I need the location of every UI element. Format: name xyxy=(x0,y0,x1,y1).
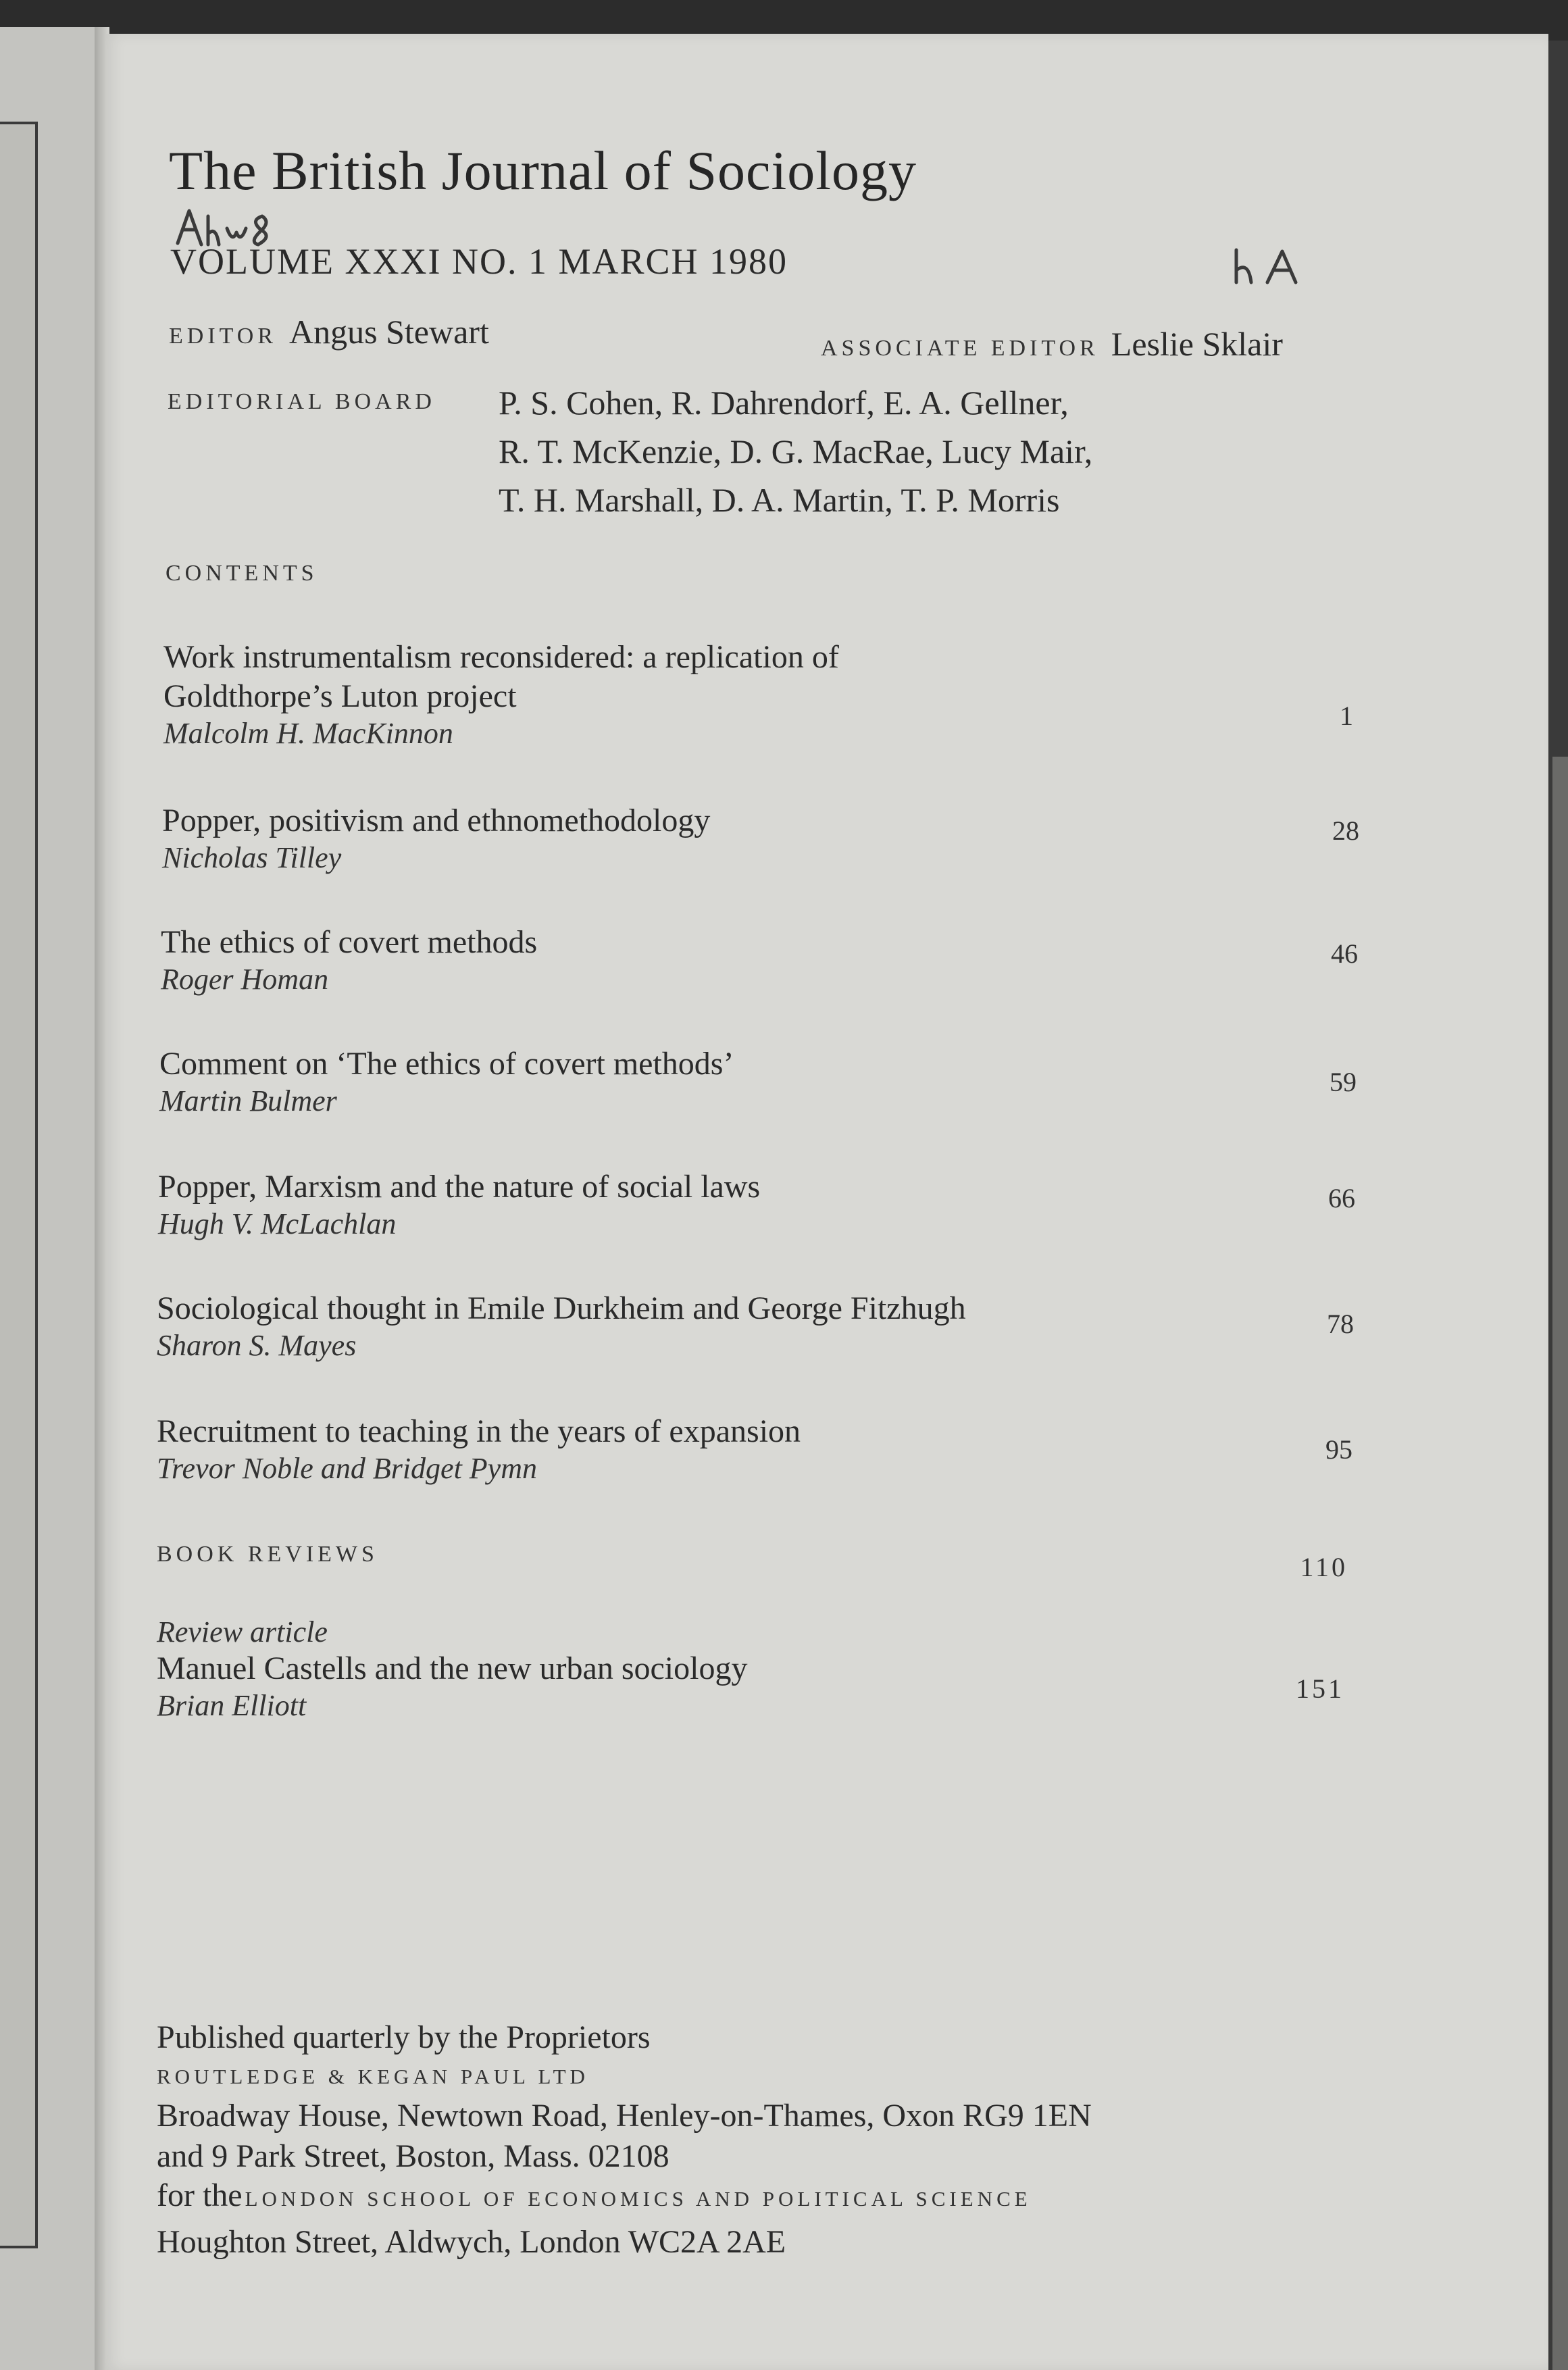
publisher-address: Houghton Street, Aldwych, London WC2A 2AE xyxy=(157,2224,786,2260)
associate-editor-row xyxy=(821,324,1283,363)
publisher-line: Published quarterly by the Proprietors xyxy=(157,2019,651,2055)
entry-author: Martin Bulmer xyxy=(159,1084,337,1117)
entry-page-number: 28 xyxy=(1332,815,1359,846)
contents-entry xyxy=(159,1044,734,1118)
board-line: P. S. Cohen, R. Dahrendorf, E. A. Gellner, xyxy=(499,384,1069,422)
editor-row xyxy=(169,312,489,351)
review-article-entry xyxy=(157,1615,747,1723)
review-article-kind: Review article xyxy=(157,1615,328,1648)
contents-label: CONTENTS xyxy=(166,561,318,586)
entry-page-number: 1 xyxy=(1340,701,1353,731)
publisher-name: ROUTLEDGE & KEGAN PAUL LTD xyxy=(157,2065,589,2088)
entry-author: Trevor Noble and Bridget Pymn xyxy=(157,1452,537,1485)
contents-entry xyxy=(161,923,537,997)
entry-title: Popper, Marxism and the nature of social laws xyxy=(158,1169,761,1205)
entry-page-number: 59 xyxy=(1330,1067,1357,1097)
volume-line: VOLUME XXXI NO. 1 MARCH 1980 xyxy=(170,241,788,282)
entry-title: The ethics of covert methods xyxy=(161,924,538,960)
contents-entry xyxy=(158,1167,760,1241)
handwritten-initials-icon xyxy=(1230,243,1311,294)
entry-title: Sociological thought in Emile Durkheim and George Fitzhugh xyxy=(157,1290,966,1326)
entry-title-continued: Goldthorpe’s Luton project xyxy=(163,678,517,714)
journal-title: The British Journal of Sociology xyxy=(169,140,917,201)
review-article-author: Brian Elliott xyxy=(157,1689,307,1722)
associate-editor-name: Leslie Sklair xyxy=(1111,325,1283,363)
photo-right-shadow xyxy=(1552,757,1568,2370)
editor-label: EDITOR xyxy=(169,324,278,349)
entry-title: Work instrumentalism reconsidered: a replication of xyxy=(163,639,839,675)
entry-author: Roger Homan xyxy=(161,963,329,996)
editor-name: Angus Stewart xyxy=(289,313,489,351)
book-reviews-page-number: 110 xyxy=(1300,1552,1348,1582)
entry-page-number: 78 xyxy=(1327,1309,1354,1339)
entry-title: Popper, positivism and ethnomethodology xyxy=(162,803,711,838)
review-article-title: Manuel Castells and the new urban sociology xyxy=(157,1650,748,1686)
publisher-address: Broadway House, Newtown Road, Henley-on-Thames, Oxon RG9 1EN xyxy=(157,2098,1092,2134)
book-reviews-label: BOOK REVIEWS xyxy=(157,1542,378,1567)
entry-page-number: 46 xyxy=(1331,938,1358,969)
publisher-for-line xyxy=(157,2177,1092,2222)
contents-entry xyxy=(157,1289,966,1363)
adjacent-page-frame xyxy=(0,122,38,2248)
contents-entry xyxy=(157,1412,801,1486)
entry-title: Recruitment to teaching in the years of expansion xyxy=(157,1413,801,1449)
entry-author: Malcolm H. MacKinnon xyxy=(163,717,453,750)
publisher-for-prefix: for the xyxy=(157,2177,243,2213)
contents-entry xyxy=(163,638,839,751)
editorial-board-names xyxy=(499,378,1092,524)
editorial-board-label: EDITORIAL BOARD xyxy=(168,389,436,414)
board-line: T. H. Marshall, D. A. Martin, T. P. Morris xyxy=(499,481,1060,519)
board-line: R. T. McKenzie, D. G. MacRae, Lucy Mair, xyxy=(499,432,1093,470)
entry-author: Hugh V. McLachlan xyxy=(158,1207,397,1240)
entry-page-number: 66 xyxy=(1328,1183,1355,1213)
publisher-block xyxy=(157,2017,1092,2263)
review-article-page-number: 151 xyxy=(1296,1673,1344,1704)
entry-title: Comment on ‘The ethics of covert methods’ xyxy=(159,1046,734,1082)
adjacent-page-left xyxy=(0,27,101,2370)
entry-page-number: 95 xyxy=(1325,1434,1352,1465)
entry-author: Sharon S. Mayes xyxy=(157,1329,357,1362)
publisher-institution: LONDON SCHOOL OF ECONOMICS AND POLITICAL SCIENCE xyxy=(245,2187,1032,2211)
associate-editor-label: ASSOCIATE EDITOR xyxy=(821,336,1099,361)
entry-author: Nicholas Tilley xyxy=(162,841,342,874)
publisher-address: and 9 Park Street, Boston, Mass. 02108 xyxy=(157,2138,669,2174)
contents-entry xyxy=(162,801,710,875)
